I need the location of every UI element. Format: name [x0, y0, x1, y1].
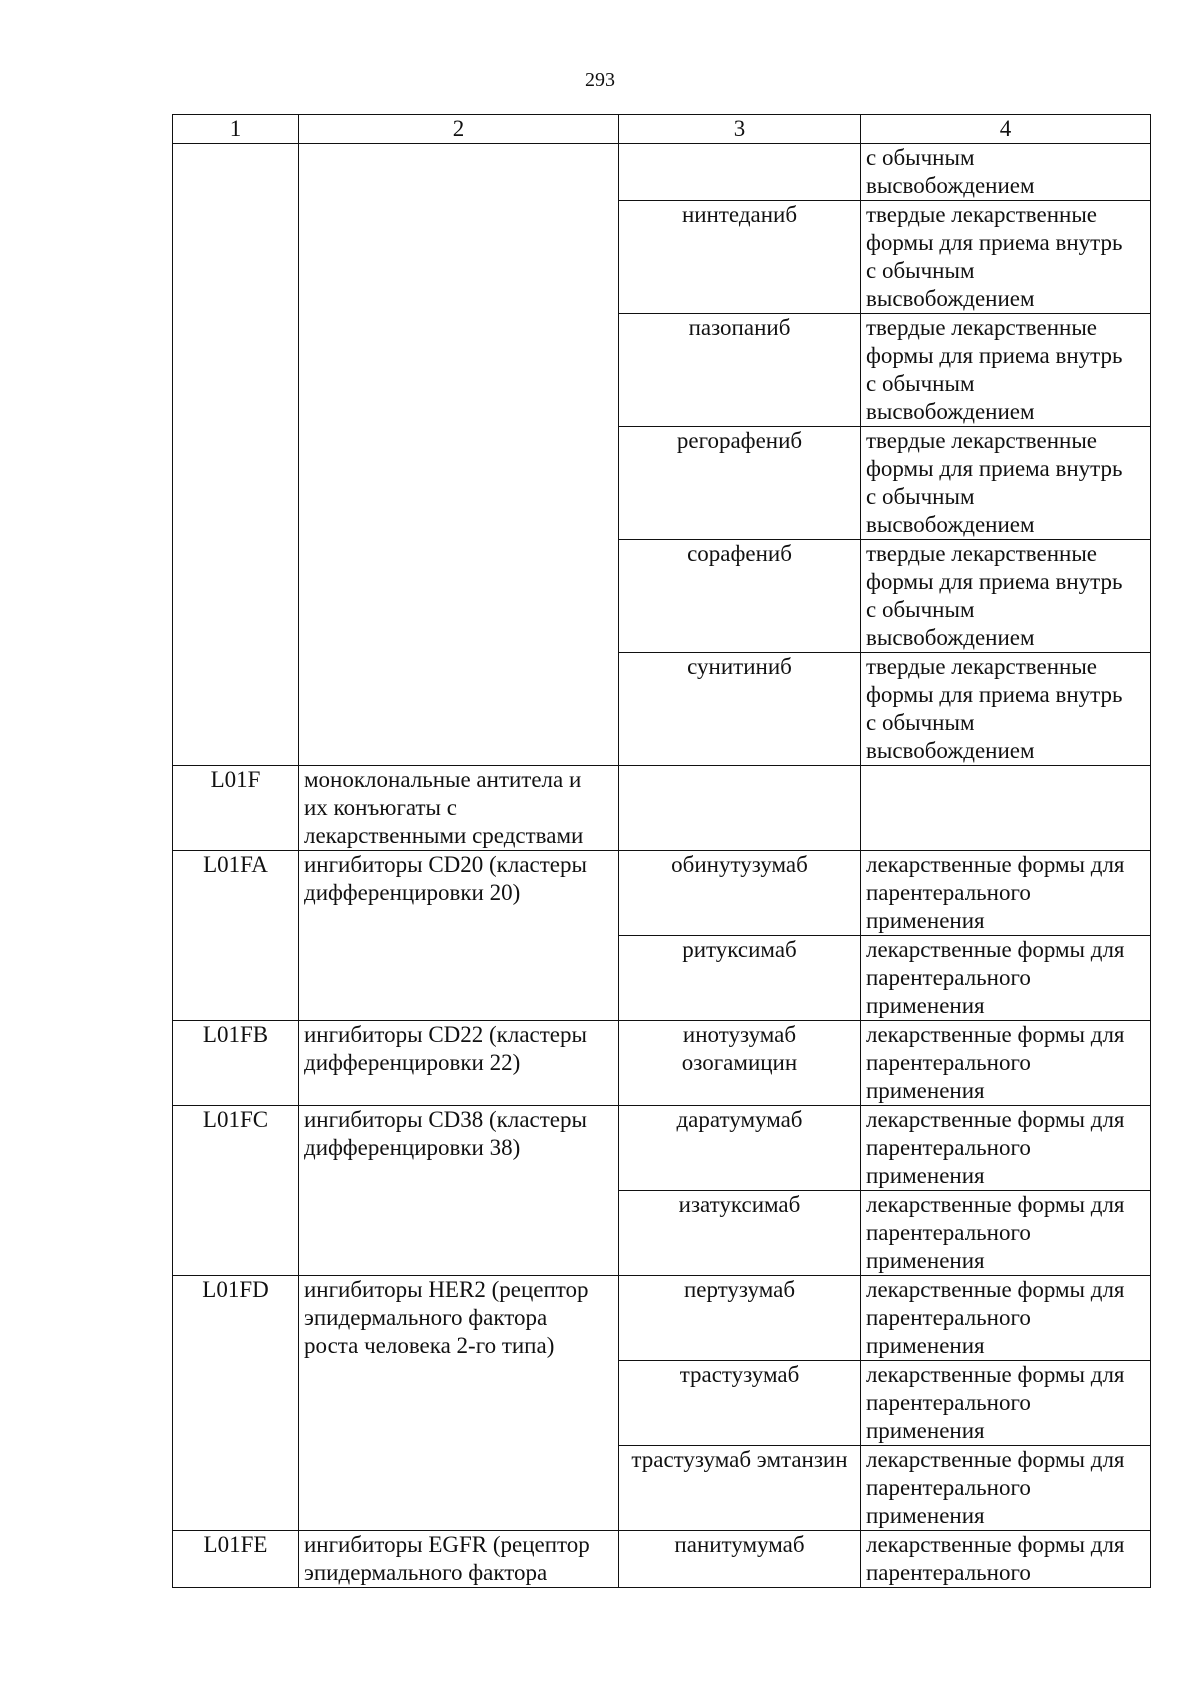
atc-code-cell: L01FC: [173, 1106, 299, 1276]
column-header: 1: [173, 115, 299, 144]
column-header: 2: [299, 115, 619, 144]
drug-name-cell: трастузумаб эмтанзин: [619, 1446, 861, 1531]
dosage-form-cell: лекарственные формы для парентерального: [861, 1531, 1151, 1588]
page-number: 293: [585, 69, 615, 91]
group-name-cell: ингибиторы CD22 (кластеры дифференцировки 22): [299, 1021, 619, 1106]
drug-name-cell: сорафениб: [619, 540, 861, 653]
table-row: [173, 1276, 1151, 1361]
table-row: [173, 144, 1151, 201]
dosage-form-cell: лекарственные формы для парентерального применения: [861, 1276, 1151, 1361]
atc-code-cell: L01F: [173, 766, 299, 851]
dosage-form-cell: с обычным высвобождением: [861, 144, 1151, 201]
drug-name-cell: обинутузумаб: [619, 851, 861, 936]
dosage-form-cell: [861, 766, 1151, 851]
group-name-cell: моноклональные антитела и их конъюгаты с лекарственными средствами: [299, 766, 619, 851]
column-header: 4: [861, 115, 1151, 144]
drug-name-cell: даратумумаб: [619, 1106, 861, 1191]
column-header: 3: [619, 115, 861, 144]
drug-name-cell: нинтеданиб: [619, 201, 861, 314]
drug-name-cell: инотузумаб озогамицин: [619, 1021, 861, 1106]
drug-name-cell: пертузумаб: [619, 1276, 861, 1361]
dosage-form-cell: лекарственные формы для парентерального применения: [861, 1361, 1151, 1446]
drug-name-cell: панитумумаб: [619, 1531, 861, 1588]
dosage-form-cell: твердые лекарственные формы для приема внутрь с обычным высвобождением: [861, 201, 1151, 314]
drug-name-cell: пазопаниб: [619, 314, 861, 427]
dosage-form-cell: твердые лекарственные формы для приема внутрь с обычным высвобождением: [861, 653, 1151, 766]
group-name-cell: ингибиторы CD38 (кластеры дифференцировки 38): [299, 1106, 619, 1276]
drug-name-cell: [619, 766, 861, 851]
drug-name-cell: трастузумаб: [619, 1361, 861, 1446]
dosage-form-cell: лекарственные формы для парентерального применения: [861, 1021, 1151, 1106]
atc-code-cell: L01FA: [173, 851, 299, 1021]
table-row: [173, 851, 1151, 936]
atc-code-cell: L01FE: [173, 1531, 299, 1588]
atc-code-cell: [173, 144, 299, 766]
drug-name-cell: изатуксимаб: [619, 1191, 861, 1276]
header-row: [173, 115, 1151, 144]
table-row: [173, 1106, 1151, 1191]
dosage-form-cell: лекарственные формы для парентерального применения: [861, 851, 1151, 936]
drug-name-cell: регорафениб: [619, 427, 861, 540]
atc-code-cell: L01FD: [173, 1276, 299, 1531]
atc-code-cell: L01FB: [173, 1021, 299, 1106]
table-row: [173, 766, 1151, 851]
group-name-cell: ингибиторы EGFR (рецептор эпидермального фактора: [299, 1531, 619, 1588]
group-name-cell: ингибиторы HER2 (рецептор эпидермального фактора роста человека 2-го типа): [299, 1276, 619, 1531]
drug-table: [172, 114, 1151, 1588]
group-name-cell: [299, 144, 619, 766]
group-name-cell: ингибиторы CD20 (кластеры дифференцировки 20): [299, 851, 619, 1021]
table-row: [173, 1021, 1151, 1106]
dosage-form-cell: лекарственные формы для парентерального применения: [861, 1446, 1151, 1531]
dosage-form-cell: твердые лекарственные формы для приема внутрь с обычным высвобождением: [861, 314, 1151, 427]
dosage-form-cell: лекарственные формы для парентерального применения: [861, 936, 1151, 1021]
drug-name-cell: сунитиниб: [619, 653, 861, 766]
drug-name-cell: [619, 144, 861, 201]
dosage-form-cell: твердые лекарственные формы для приема внутрь с обычным высвобождением: [861, 540, 1151, 653]
table-row: [173, 1531, 1151, 1588]
dosage-form-cell: лекарственные формы для парентерального применения: [861, 1191, 1151, 1276]
dosage-form-cell: твердые лекарственные формы для приема внутрь с обычным высвобождением: [861, 427, 1151, 540]
drug-name-cell: ритуксимаб: [619, 936, 861, 1021]
dosage-form-cell: лекарственные формы для парентерального применения: [861, 1106, 1151, 1191]
